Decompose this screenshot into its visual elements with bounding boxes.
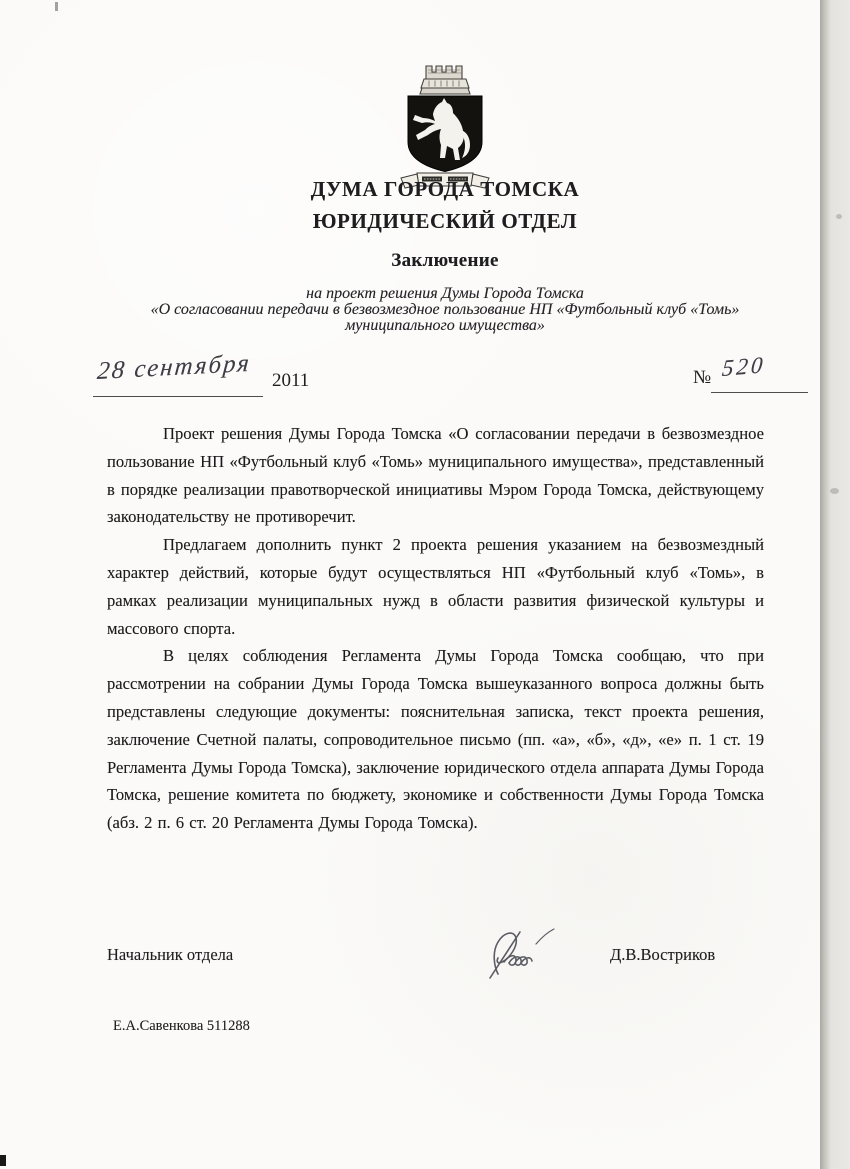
date-number-row (0, 349, 850, 402)
mural-crown-icon (420, 66, 470, 94)
subject-line-1: на проект решения Думы Города Томска (306, 285, 584, 302)
document-body (107, 420, 764, 837)
signatory-name: Д.В.Востриков (610, 945, 716, 964)
date-year: 2011 (272, 370, 310, 391)
document-title: Заключение (391, 250, 499, 271)
scan-edge-shadow (820, 0, 850, 1169)
executor-note: Е.А.Савенкова 511288 (113, 1018, 250, 1034)
scan-artifact (0, 1155, 6, 1166)
scan-artifact (55, 2, 58, 11)
body-paragraph-3: В целях соблюдения Регламента Думы Города Томска сообщаю, что при рассмотрении на собрании Думы Города Томска вышеуказанного вопроса должны быть представлены следующие документы: пояснительная записка, текст проекта решения, заключение Счетной палаты, сопроводительное письмо (пп. «а», «б», «д», «е» п. 1 ст. 19 Регламента Думы Города Томска), заключение юридического отдела аппарата Думы Города Томска, решение комитета по бюджету, экономике и собственности Думы Города Томска (абз. 2 п. 6 ст. 20 Регламента Думы Города Томска). (107, 646, 764, 833)
organization-name: ДУМА ГОРОДА ТОМСКА (310, 177, 580, 201)
subject-line-3: муниципального имущества» (345, 316, 545, 334)
scan-artifact (830, 488, 839, 494)
handwritten-signature-icon (484, 922, 579, 980)
tomsk-coat-of-arms-icon (395, 62, 495, 192)
handwritten-number: 520 (721, 351, 767, 382)
number-label: № (693, 367, 712, 388)
signatory-position: Начальник отдела (107, 945, 234, 964)
number-underline (711, 392, 808, 393)
subject-line-2: «О согласовании передачи в безвозмездное пользование НП «Футбольный клуб «Томь» (150, 300, 740, 318)
date-underline (93, 396, 263, 397)
body-paragraph-2: Предлагаем дополнить пункт 2 проекта решения указанием на безвозмездный характер действий, которые будут осуществляться НП «Футбольный клуб «Томь», в рамках реализации муниципальных нужд в области развития физической культуры и массового спорта. (107, 535, 764, 638)
handwritten-date: 28 сентября (96, 349, 253, 385)
department-name: ЮРИДИЧЕСКИЙ ОТДЕЛ (312, 209, 578, 233)
body-paragraph-1: Проект решения Думы Города Томска «О согласовании передачи в безвозмездное пользование НП «Футбольный клуб «Томь» муниципального имущества», представленный в порядке реализации правотворческой инициативы Мэром Города Томска, действующему законодательству не противоречит. (107, 424, 764, 527)
document-subject (60, 286, 830, 333)
